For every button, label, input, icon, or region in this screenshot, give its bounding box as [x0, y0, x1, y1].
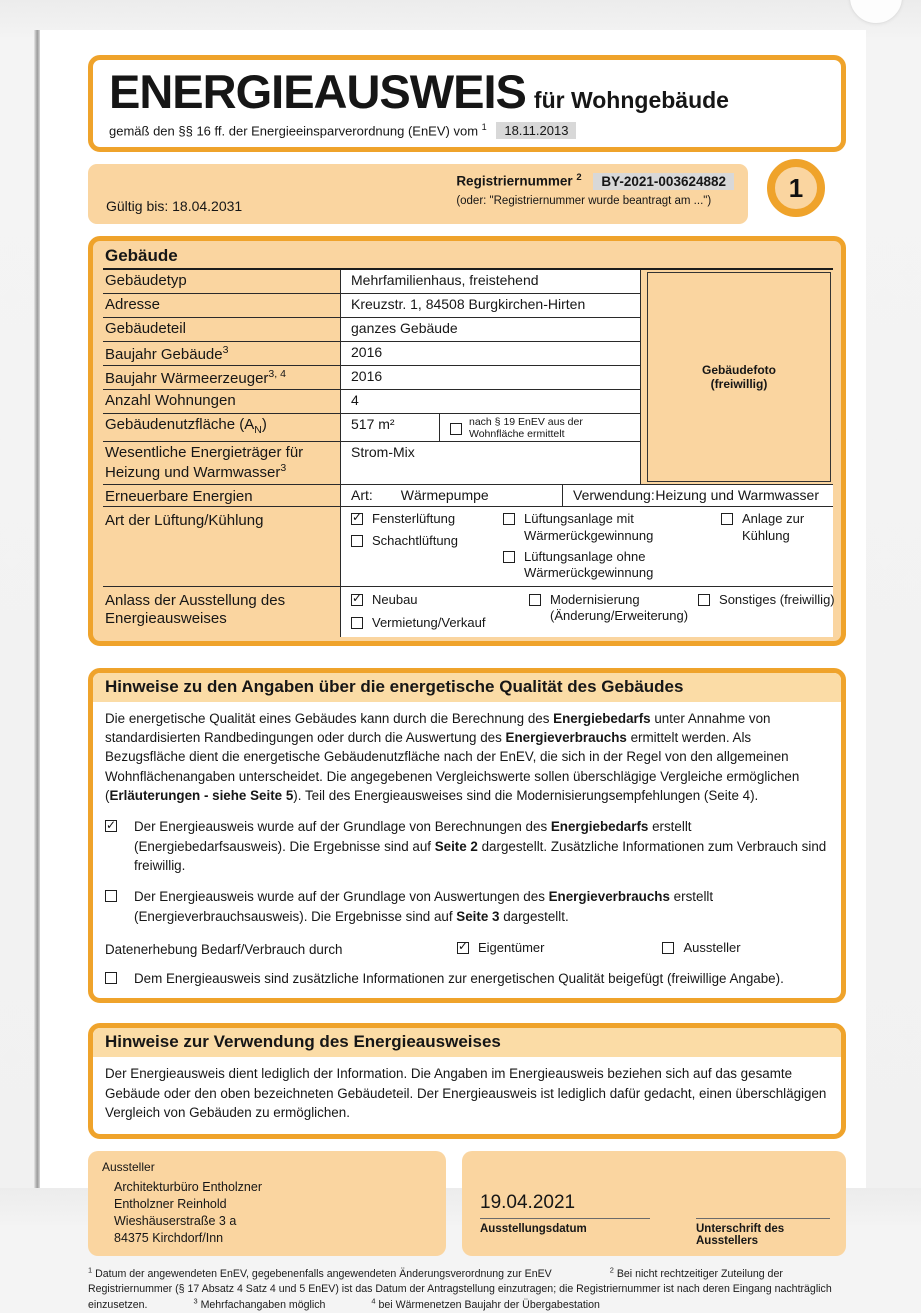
row-label: Art der Lüftung/Kühlung	[105, 512, 264, 530]
data-collection-label: Datenerhebung Bedarf/Verbrauch durch	[105, 941, 343, 957]
table-row-address	[103, 294, 641, 318]
checkbox-extra-info	[105, 972, 117, 984]
regulation-text: gemäß den §§ 16 ff. der Energieeinsparverordnung (EnEV) vom	[109, 123, 479, 139]
document-header	[88, 55, 846, 152]
regulation-date: 18.11.2013	[496, 122, 576, 139]
row-value: Strom-Mix	[340, 442, 641, 484]
footnote-ref-1: 1	[481, 122, 487, 132]
quality-notes-section	[88, 668, 846, 1004]
row-label: Baujahr Wärmeerzeuger	[105, 370, 269, 388]
issuer-box	[88, 1151, 446, 1256]
row-value: 2016	[340, 366, 641, 389]
building-photo-placeholder: Gebäudefoto (freiwillig)	[647, 272, 831, 482]
table-row-renewables	[103, 484, 833, 507]
subscript-n: N	[254, 424, 262, 437]
renewable-kind-label: Art:	[351, 487, 373, 504]
checkbox-owner	[457, 942, 469, 954]
issue-date: 19.04.2021	[480, 1191, 576, 1213]
usage-notes-body: Der Energieausweis dient lediglich der Information. Die Angaben im Energieausweis beziehen sich auf das gesamte Gebäude oder den oben bezeichneten Gebäudeteil. Der Energieausweis ist lediglich dafür gedacht, einen überschlägigen Vergleich von Gebäuden zu ermöglichen.	[105, 1066, 827, 1120]
regulation-line	[109, 122, 825, 138]
row-value: 517 m²	[340, 414, 440, 441]
registration-number-label: Registriernummer	[456, 173, 573, 189]
renewable-use-label: Verwendung:	[573, 487, 655, 504]
building-section-title: Gebäude	[103, 243, 833, 270]
registration-row	[88, 164, 846, 224]
row-label: Gebäudeteil	[105, 320, 186, 338]
checkbox-new-building	[351, 594, 363, 606]
building-section	[88, 236, 846, 646]
quality-notes-title: Hinweise zu den Angaben über die energetische Qualität des Gebäudes	[93, 673, 841, 702]
usage-notes-section	[88, 1023, 846, 1139]
checkbox-shaft-ventilation	[351, 535, 363, 547]
row-label: Gebäudenutzfläche (A	[105, 416, 255, 434]
registration-pending-note: (oder: "Registriernummer wurde beantragt am ...")	[456, 194, 712, 207]
table-row-floor-area: Gebäudenutzfläche $(A_N)$ 517 m² nach § 19 EnEV aus der Wohnfläche ermittelt	[103, 414, 641, 442]
signature-label: Unterschrift des Ausstellers	[696, 1218, 830, 1247]
table-row-issue-reason: Anlass der Ausstellung des Energieausweises ✓ Neubau Vermietung/Verkauf Modernisierung (Änderung/Erweiterung) Sonstiges (freiwillig)	[103, 587, 833, 637]
row-label: Baujahr Gebäude	[105, 346, 223, 364]
row-label: Adresse	[105, 296, 161, 314]
document-title: ENERGIEAUSWEIS	[109, 65, 526, 118]
row-value: ganzes Gebäude	[340, 318, 641, 341]
table-row-building-type	[103, 270, 641, 294]
footnote-ref-3: 3	[280, 462, 287, 475]
data-collection-row: Datenerhebung Bedarf/Verbrauch durch ✓ Eigentümer Aussteller	[105, 940, 827, 959]
footnote-ref-3-4: 3, 4	[268, 368, 286, 381]
quality-notes-intro: Die energetische Qualität eines Gebäudes kann durch die Berechnung des Energiebedarfs unter Annahme von standardisierten Randbedingungen oder durch die Auswertung des Energieverbrauchs ermittelt werden. Als Bezugsfläche dient die energetische Gebäudenutzfläche nach der EnEV, die sich in der Regel von den allgemeinen Wohnflächenangaben unterscheidet. Die angegebenen Vergleichswerte sollen überschlägige Vergleiche ermöglichen (Erläuterungen - siehe Seite 5). Teil des Energieausweises sind die Modernisierungsempfehlungen (Seite 4).	[105, 710, 800, 804]
document-title-suffix: für Wohngebäude	[533, 87, 729, 113]
row-label: Anlass der Ausstellung des	[105, 592, 286, 610]
checkbox-consumption-certificate	[105, 890, 117, 902]
table-row-building-part	[103, 318, 641, 342]
extra-info-item: Dem Energieausweis sind zusätzliche Informationen zur energetischen Qualität beigefügt (freiwillige Angabe).	[105, 969, 827, 988]
page-edge-shadow	[34, 30, 40, 1188]
signature-box	[462, 1151, 846, 1256]
registration-number: BY-2021-003624882	[593, 173, 734, 190]
row-value: Kreuzstr. 1, 84508 Burgkirchen-Hirten	[340, 294, 641, 317]
demand-certificate-item: ✓ Der Energieausweis wurde auf der Grundlage von Berechnungen des Energiebedarfs erstellt (Energiebedarfsausweis). Die Ergebnisse sind auf Seite 2 dargestellt. Zusätzliche Informationen zum Verbrauch sind freiwillig.	[105, 817, 827, 875]
row-value: Mehrfamilienhaus, freistehend	[340, 270, 641, 293]
table-row-build-year	[103, 342, 641, 366]
checkbox-cooling-system	[721, 513, 733, 525]
renewable-use-value: Heizung und Warmwasser	[655, 487, 819, 504]
checkbox-ventilation-without-recovery	[503, 551, 515, 563]
checkbox-label: nach § 19 EnEV aus der Wohnfläche ermittelt	[469, 416, 583, 441]
issuer-label: Aussteller	[102, 1160, 155, 1175]
checkbox-demand-certificate	[105, 820, 117, 832]
table-row-heater-year	[103, 366, 641, 390]
row-label: Gebäudetyp	[105, 272, 187, 290]
issuer-address: Architekturbüro Entholzner Entholzner Reinhold Wieshäuserstraße 3 a 84375 Kirchdorf/Inn	[114, 1180, 262, 1245]
checkbox-area-from-living-space	[450, 423, 462, 435]
footnotes: $^1$ Datum der angewendeten EnEV, gegebenenfalls angewendeten Änderungsverordnung zur EnEV $^2$ Bei nicht rechtzeitiger Zuteilung der Registriernummer (§ 17 Absatz 4 Satz 4 und 5 EnEV) ist das Datum der Antragstellung einzutragen; die Registriernummer ist nach deren Eingang nachträglich einzusetzen. $^3$ Mehrfachangaben möglich $^4$ bei Wärmenetzen Baujahr der Übergabestation	[88, 1265, 832, 1312]
usage-notes-title: Hinweise zur Verwendung des Energieausweises	[93, 1028, 841, 1057]
row-value: 2016	[340, 342, 641, 365]
viewer-chrome-circle	[849, 0, 903, 24]
page-number-badge: 1	[767, 159, 825, 217]
row-label: Anzahl Wohnungen	[105, 392, 236, 410]
checkbox-ventilation-with-recovery	[503, 513, 515, 525]
consumption-certificate-item: Der Energieausweis wurde auf der Grundlage von Auswertungen des Energieverbrauchs erstellt (Energieverbrauchsausweis). Die Ergebnisse sind auf Seite 3 dargestellt.	[105, 887, 827, 926]
document-page	[40, 30, 866, 1312]
checkbox-modernization	[529, 594, 541, 606]
issuer-row	[88, 1151, 846, 1256]
footnote-ref-3: 3	[222, 344, 229, 357]
table-row-energy-carrier	[103, 442, 641, 484]
checkbox-window-ventilation	[351, 513, 363, 525]
table-row-apartments	[103, 390, 641, 414]
row-label: Wesentliche Energieträger für Heizung und Warmwasser	[105, 444, 304, 482]
checkbox-issuer	[662, 942, 674, 954]
row-value: 4	[340, 390, 641, 413]
checkbox-rental-sale	[351, 617, 363, 629]
footnote-ref-2: 2	[576, 172, 582, 184]
issue-date-label: Ausstellungsdatum	[480, 1218, 650, 1247]
table-row-ventilation: Art der Lüftung/Kühlung ✓ Fensterlüftung Schachtlüftung Lüftungsanlage mit Wärmerückgewinnung Lüftungsanlage ohne Wärmerückgewinnung Anlage zur Kühlung	[103, 507, 833, 587]
registration-strip	[88, 164, 748, 224]
valid-until: Gültig bis: 18.04.2031	[106, 198, 243, 215]
checkbox-other-voluntary	[698, 594, 710, 606]
row-label: Erneuerbare Energien	[105, 488, 253, 506]
renewable-kind-value: Wärmepumpe	[400, 487, 489, 504]
